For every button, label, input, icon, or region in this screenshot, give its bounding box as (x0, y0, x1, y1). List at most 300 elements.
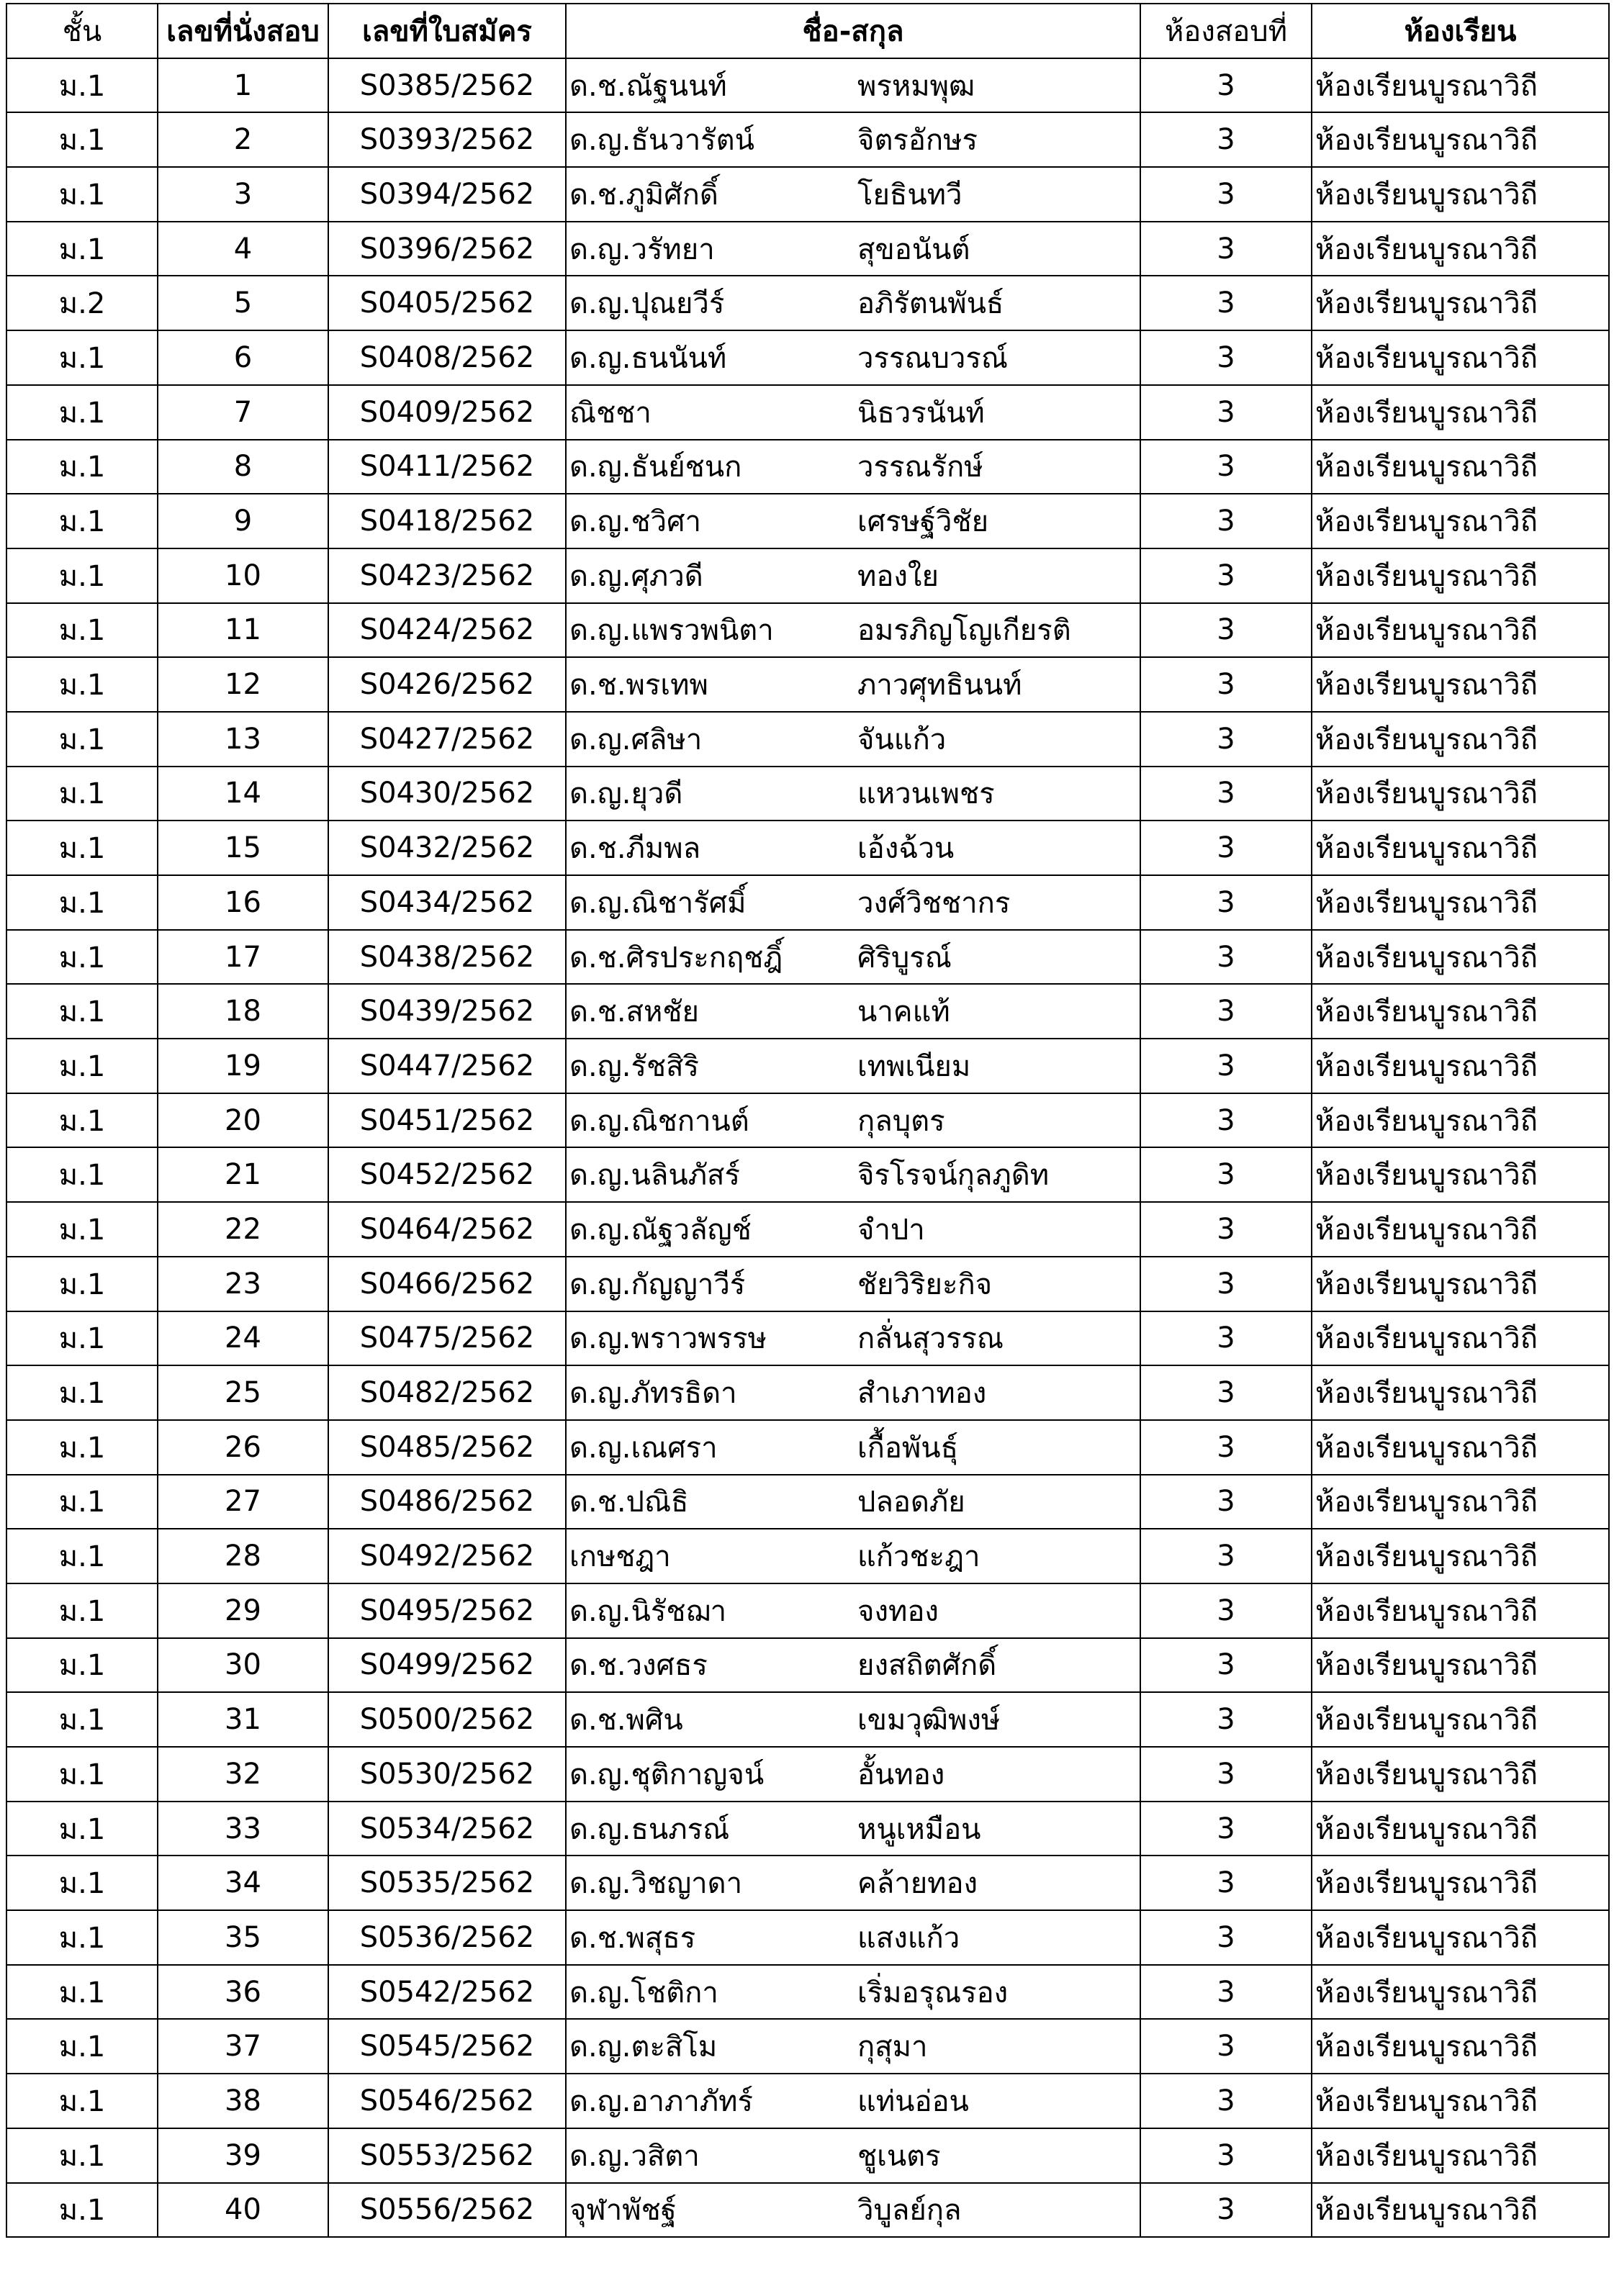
classroom-cell: ห้องเรียนบูรณาวิถี (1312, 1856, 1609, 1910)
level-cell: ม.1 (6, 1692, 158, 1747)
name-cell (566, 821, 1140, 875)
seat-number-cell: 21 (158, 1147, 328, 1202)
seat-number-cell: 26 (158, 1420, 328, 1475)
name-cell (566, 1039, 1140, 1093)
application-number-cell: S0409/2562 (328, 385, 566, 440)
seat-number-cell: 12 (158, 657, 328, 712)
first-name: ด.ช.พศิน (569, 1704, 683, 1737)
application-number-cell: S0408/2562 (328, 330, 566, 385)
last-name: สุขอนันต์ (857, 232, 970, 266)
table-row (6, 1529, 1609, 1583)
seat-number-cell: 23 (158, 1257, 328, 1311)
classroom-cell: ห้องเรียนบูรณาวิถี (1312, 984, 1609, 1039)
classroom-cell: ห้องเรียนบูรณาวิถี (1312, 1802, 1609, 1856)
table-row (6, 440, 1609, 494)
table-row (6, 58, 1609, 113)
last-name: ปลอดภัย (857, 1486, 965, 1519)
name-cell (566, 440, 1140, 494)
classroom-cell: ห้องเรียนบูรณาวิถี (1312, 1475, 1609, 1529)
last-name: กุสุมา (857, 2030, 928, 2064)
seat-number-cell: 3 (158, 167, 328, 222)
last-name: ภาวศุทธินนท์ (857, 669, 1022, 702)
name-cell (566, 1583, 1140, 1638)
first-name: ด.ญ.ชุติกาญจน์ (569, 1758, 765, 1791)
name-cell (566, 1747, 1140, 1802)
classroom-cell: ห้องเรียนบูรณาวิถี (1312, 222, 1609, 276)
classroom-cell: ห้องเรียนบูรณาวิถี (1312, 1202, 1609, 1257)
last-name: พรหมพุฒ (857, 69, 975, 103)
header-level: ชั้น (6, 4, 158, 58)
last-name: กลั่นสุวรรณ (857, 1322, 1004, 1356)
application-number-cell: S0423/2562 (328, 548, 566, 603)
last-name: ศิริบูรณ์ (857, 941, 952, 975)
classroom-cell: ห้องเรียนบูรณาวิถี (1312, 2074, 1609, 2128)
exam-room-cell: 3 (1140, 494, 1312, 548)
level-cell: ม.1 (6, 440, 158, 494)
first-name: ด.ญ.พราวพรรษ (569, 1322, 767, 1356)
table-row (6, 1965, 1609, 2020)
exam-room-cell: 3 (1140, 2183, 1312, 2238)
application-number-cell: S0434/2562 (328, 875, 566, 930)
name-cell (566, 1802, 1140, 1856)
table-row (6, 930, 1609, 985)
first-name: ด.ญ.ธนนันท์ (569, 341, 727, 375)
classroom-cell: ห้องเรียนบูรณาวิถี (1312, 2183, 1609, 2238)
seat-number-cell: 11 (158, 603, 328, 658)
level-cell: ม.1 (6, 1093, 158, 1148)
seat-number-cell: 33 (158, 1802, 328, 1856)
classroom-cell: ห้องเรียนบูรณาวิถี (1312, 712, 1609, 767)
classroom-cell: ห้องเรียนบูรณาวิถี (1312, 657, 1609, 712)
exam-room-cell: 3 (1140, 1257, 1312, 1311)
level-cell: ม.1 (6, 1802, 158, 1856)
name-cell (566, 1420, 1140, 1475)
first-name: ด.ญ.วิชญาดา (569, 1867, 743, 1901)
first-name: ด.ญ.ศลิษา (569, 723, 703, 756)
application-number-cell: S0411/2562 (328, 440, 566, 494)
level-cell: ม.1 (6, 1311, 158, 1366)
exam-room-cell: 3 (1140, 1583, 1312, 1638)
level-cell: ม.1 (6, 712, 158, 767)
table-row (6, 1039, 1609, 1093)
application-number-cell: S0396/2562 (328, 222, 566, 276)
seat-number-cell: 6 (158, 330, 328, 385)
first-name: ด.ญ.ภัทรธิดา (569, 1377, 737, 1411)
level-cell: ม.2 (6, 276, 158, 330)
classroom-cell: ห้องเรียนบูรณาวิถี (1312, 494, 1609, 548)
name-cell (566, 2019, 1140, 2074)
last-name: วรรณรักษ์ (857, 451, 983, 484)
seat-number-cell: 24 (158, 1311, 328, 1366)
name-cell (566, 2074, 1140, 2128)
seat-number-cell: 5 (158, 276, 328, 330)
classroom-cell: ห้องเรียนบูรณาวิถี (1312, 2128, 1609, 2183)
exam-room-cell: 3 (1140, 1420, 1312, 1475)
application-number-cell: S0432/2562 (328, 821, 566, 875)
level-cell: ม.1 (6, 767, 158, 821)
first-name: ด.ญ.กัญญาวีร์ (569, 1267, 746, 1301)
header-application-number: เลขที่ใบสมัคร (328, 4, 566, 58)
name-cell (566, 1910, 1140, 1965)
level-cell: ม.1 (6, 603, 158, 658)
first-name: ด.ช.พสุธร (569, 1921, 696, 1955)
table-row (6, 1910, 1609, 1965)
seat-number-cell: 31 (158, 1692, 328, 1747)
table-row (6, 276, 1609, 330)
application-number-cell: S0556/2562 (328, 2183, 566, 2238)
name-cell (566, 712, 1140, 767)
header-full-name: ชื่อ-สกุล (566, 4, 1140, 58)
seat-number-cell: 35 (158, 1910, 328, 1965)
table-row (6, 1257, 1609, 1311)
last-name: จำปา (857, 1213, 925, 1247)
classroom-cell: ห้องเรียนบูรณาวิถี (1312, 1965, 1609, 2020)
last-name: เศรษฐ์วิชัย (857, 505, 989, 539)
application-number-cell: S0530/2562 (328, 1747, 566, 1802)
classroom-cell: ห้องเรียนบูรณาวิถี (1312, 1747, 1609, 1802)
application-number-cell: S0495/2562 (328, 1583, 566, 1638)
application-number-cell: S0424/2562 (328, 603, 566, 658)
first-name: ด.ช.ศิรประกฤชฎิ์ (569, 941, 783, 975)
classroom-cell: ห้องเรียนบูรณาวิถี (1312, 276, 1609, 330)
last-name: วงศ์วิชชากร (857, 886, 1011, 920)
exam-room-cell: 3 (1140, 1365, 1312, 1420)
exam-room-cell: 3 (1140, 930, 1312, 985)
exam-room-cell: 3 (1140, 2128, 1312, 2183)
last-name: ทองใย (857, 559, 939, 593)
exam-room-cell: 3 (1140, 1638, 1312, 1693)
name-cell (566, 1257, 1140, 1311)
exam-room-cell: 3 (1140, 2074, 1312, 2128)
application-number-cell: S0427/2562 (328, 712, 566, 767)
first-name: ด.ญ.ธันวารัตน์ (569, 124, 754, 158)
first-name: ด.ญ.รัชสิริ (569, 1049, 700, 1083)
first-name: ด.ญ.ปุณยวีร์ (569, 287, 725, 321)
classroom-cell: ห้องเรียนบูรณาวิถี (1312, 1311, 1609, 1366)
first-name: ณิชชา (569, 396, 652, 430)
first-name: ด.ญ.วรัทยา (569, 232, 715, 266)
seat-number-cell: 27 (158, 1475, 328, 1529)
application-number-cell: S0418/2562 (328, 494, 566, 548)
last-name: คล้ายทอง (857, 1867, 978, 1901)
seat-number-cell: 17 (158, 930, 328, 985)
name-cell (566, 112, 1140, 167)
table-row (6, 984, 1609, 1039)
table-row (6, 2019, 1609, 2074)
table-row (6, 875, 1609, 930)
last-name: วิบูลย์กุล (857, 2194, 962, 2228)
classroom-cell: ห้องเรียนบูรณาวิถี (1312, 1420, 1609, 1475)
exam-room-cell: 3 (1140, 1529, 1312, 1583)
seat-number-cell: 28 (158, 1529, 328, 1583)
application-number-cell: S0485/2562 (328, 1420, 566, 1475)
name-cell (566, 167, 1140, 222)
level-cell: ม.1 (6, 2183, 158, 2238)
exam-room-cell: 3 (1140, 222, 1312, 276)
first-name: ด.ญ.โชติกา (569, 1976, 718, 2010)
application-number-cell: S0536/2562 (328, 1910, 566, 1965)
classroom-cell: ห้องเรียนบูรณาวิถี (1312, 385, 1609, 440)
last-name: ยงสถิตศักดิ์ (857, 1649, 997, 1683)
level-cell: ม.1 (6, 1638, 158, 1693)
exam-room-cell: 3 (1140, 112, 1312, 167)
table-row (6, 1638, 1609, 1693)
table-row (6, 2074, 1609, 2128)
seat-number-cell: 40 (158, 2183, 328, 2238)
name-cell (566, 930, 1140, 985)
seat-number-cell: 29 (158, 1583, 328, 1638)
classroom-cell: ห้องเรียนบูรณาวิถี (1312, 603, 1609, 658)
seat-number-cell: 32 (158, 1747, 328, 1802)
seat-number-cell: 1 (158, 58, 328, 113)
exam-room-cell: 3 (1140, 1147, 1312, 1202)
table-row (6, 494, 1609, 548)
application-number-cell: S0393/2562 (328, 112, 566, 167)
name-cell (566, 276, 1140, 330)
first-name: ด.ช.สหชัย (569, 995, 699, 1029)
application-number-cell: S0451/2562 (328, 1093, 566, 1148)
name-cell (566, 1638, 1140, 1693)
table-row (6, 1583, 1609, 1638)
classroom-cell: ห้องเรียนบูรณาวิถี (1312, 1093, 1609, 1148)
seat-number-cell: 18 (158, 984, 328, 1039)
exam-roster-table (6, 3, 1610, 2238)
classroom-cell: ห้องเรียนบูรณาวิถี (1312, 875, 1609, 930)
name-cell (566, 385, 1140, 440)
application-number-cell: S0542/2562 (328, 1965, 566, 2020)
application-number-cell: S0385/2562 (328, 58, 566, 113)
last-name: กุลบุตร (857, 1104, 945, 1138)
classroom-cell: ห้องเรียนบูรณาวิถี (1312, 2019, 1609, 2074)
name-cell (566, 1475, 1140, 1529)
application-number-cell: S0535/2562 (328, 1856, 566, 1910)
application-number-cell: S0405/2562 (328, 276, 566, 330)
last-name: เริ่มอรุณรอง (857, 1976, 1009, 2010)
name-cell (566, 2128, 1140, 2183)
first-name: ด.ญ.ณัฐวลัญช์ (569, 1213, 752, 1247)
application-number-cell: S0447/2562 (328, 1039, 566, 1093)
exam-room-cell: 3 (1140, 167, 1312, 222)
first-name: ด.ญ.เณศรา (569, 1431, 718, 1465)
application-number-cell: S0475/2562 (328, 1311, 566, 1366)
first-name: ด.ญ.ธนภรณ์ (569, 1812, 730, 1846)
level-cell: ม.1 (6, 1365, 158, 1420)
exam-room-cell: 3 (1140, 330, 1312, 385)
seat-number-cell: 34 (158, 1856, 328, 1910)
level-cell: ม.1 (6, 875, 158, 930)
seat-number-cell: 22 (158, 1202, 328, 1257)
last-name: อมรภิญโญเกียรติ (857, 614, 1071, 648)
level-cell: ม.1 (6, 58, 158, 113)
level-cell: ม.1 (6, 385, 158, 440)
exam-room-cell: 3 (1140, 276, 1312, 330)
first-name: ด.ช.ปณิธิ (569, 1486, 689, 1519)
table-row (6, 1475, 1609, 1529)
level-cell: ม.1 (6, 1910, 158, 1965)
table-row (6, 1692, 1609, 1747)
table-row (6, 1420, 1609, 1475)
level-cell: ม.1 (6, 167, 158, 222)
table-row (6, 712, 1609, 767)
name-cell (566, 1311, 1140, 1366)
last-name: โยธินทวี (857, 178, 962, 212)
name-cell (566, 984, 1140, 1039)
table-row (6, 385, 1609, 440)
application-number-cell: S0430/2562 (328, 767, 566, 821)
last-name: อภิรัตนพันธ์ (857, 287, 1004, 321)
seat-number-cell: 25 (158, 1365, 328, 1420)
table-row (6, 2128, 1609, 2183)
seat-number-cell: 37 (158, 2019, 328, 2074)
classroom-cell: ห้องเรียนบูรณาวิถี (1312, 1257, 1609, 1311)
name-cell (566, 1856, 1140, 1910)
exam-room-cell: 3 (1140, 1856, 1312, 1910)
last-name: ชูเนตร (857, 2139, 941, 2173)
first-name: ด.ญ.ณิชกานต์ (569, 1104, 749, 1138)
table-row (6, 112, 1609, 167)
level-cell: ม.1 (6, 1583, 158, 1638)
exam-room-cell: 3 (1140, 603, 1312, 658)
classroom-cell: ห้องเรียนบูรณาวิถี (1312, 440, 1609, 494)
last-name: จันแก้ว (857, 723, 947, 756)
first-name: ด.ญ.ยุวดี (569, 777, 683, 811)
seat-number-cell: 19 (158, 1039, 328, 1093)
name-cell (566, 1202, 1140, 1257)
seat-number-cell: 7 (158, 385, 328, 440)
application-number-cell: S0452/2562 (328, 1147, 566, 1202)
exam-room-cell: 3 (1140, 1202, 1312, 1257)
table-row (6, 1747, 1609, 1802)
seat-number-cell: 14 (158, 767, 328, 821)
application-number-cell: S0394/2562 (328, 167, 566, 222)
last-name: เขมวุฒิพงษ์ (857, 1704, 1001, 1737)
last-name: อั้นทอง (857, 1758, 945, 1791)
name-cell (566, 1965, 1140, 2020)
classroom-cell: ห้องเรียนบูรณาวิถี (1312, 1638, 1609, 1693)
first-name: ด.ญ.ตะสิโม (569, 2030, 718, 2064)
application-number-cell: S0553/2562 (328, 2128, 566, 2183)
first-name: ด.ญ.นลินภัสร์ (569, 1159, 740, 1193)
level-cell: ม.1 (6, 1747, 158, 1802)
last-name: แท่นอ่อน (857, 2084, 969, 2118)
table-row (6, 1202, 1609, 1257)
name-cell (566, 1093, 1140, 1148)
application-number-cell: S0499/2562 (328, 1638, 566, 1693)
exam-room-cell: 3 (1140, 1747, 1312, 1802)
last-name: เอ้งฉ้วน (857, 832, 955, 866)
first-name: ด.ญ.นิรัชฌา (569, 1594, 727, 1628)
header-exam-room: ห้องสอบที่ (1140, 4, 1312, 58)
level-cell: ม.1 (6, 2128, 158, 2183)
classroom-cell: ห้องเรียนบูรณาวิถี (1312, 1147, 1609, 1202)
name-cell (566, 548, 1140, 603)
exam-room-cell: 3 (1140, 548, 1312, 603)
first-name: ด.ญ.ณิชารัศมิ์ (569, 886, 747, 920)
seat-number-cell: 10 (158, 548, 328, 603)
exam-room-cell: 3 (1140, 1910, 1312, 1965)
level-cell: ม.1 (6, 1475, 158, 1529)
first-name: ด.ญ.อาภาภัทร์ (569, 2084, 754, 2118)
table-row (6, 767, 1609, 821)
first-name: ด.ช.ณัฐนนท์ (569, 69, 727, 103)
exam-room-cell: 3 (1140, 385, 1312, 440)
last-name: แหวนเพชร (857, 777, 995, 811)
last-name: นิธวรนันท์ (857, 396, 985, 430)
first-name: ด.ญ.วสิตา (569, 2139, 700, 2173)
seat-number-cell: 38 (158, 2074, 328, 2128)
table-row (6, 1147, 1609, 1202)
level-cell: ม.1 (6, 984, 158, 1039)
table-row (6, 167, 1609, 222)
first-name: จุฬาพัชฐ์ (569, 2194, 677, 2228)
level-cell: ม.1 (6, 1965, 158, 2020)
last-name: นาคแท้ (857, 995, 950, 1029)
exam-room-cell: 3 (1140, 1093, 1312, 1148)
exam-room-cell: 3 (1140, 767, 1312, 821)
first-name: ด.ช.ภูมิศักดิ์ (569, 178, 718, 212)
application-number-cell: S0426/2562 (328, 657, 566, 712)
seat-number-cell: 8 (158, 440, 328, 494)
classroom-cell: ห้องเรียนบูรณาวิถี (1312, 1910, 1609, 1965)
table-row (6, 1093, 1609, 1148)
classroom-cell: ห้องเรียนบูรณาวิถี (1312, 767, 1609, 821)
application-number-cell: S0500/2562 (328, 1692, 566, 1747)
last-name: จงทอง (857, 1594, 939, 1628)
table-row (6, 548, 1609, 603)
first-name: ด.ญ.ศุภวดี (569, 559, 703, 593)
level-cell: ม.1 (6, 1856, 158, 1910)
level-cell: ม.1 (6, 1420, 158, 1475)
last-name: เกื้อพันธุ์ (857, 1431, 959, 1465)
name-cell (566, 875, 1140, 930)
application-number-cell: S0464/2562 (328, 1202, 566, 1257)
exam-room-cell: 3 (1140, 2019, 1312, 2074)
classroom-cell: ห้องเรียนบูรณาวิถี (1312, 167, 1609, 222)
classroom-cell: ห้องเรียนบูรณาวิถี (1312, 548, 1609, 603)
level-cell: ม.1 (6, 2074, 158, 2128)
seat-number-cell: 36 (158, 1965, 328, 2020)
level-cell: ม.1 (6, 1147, 158, 1202)
first-name: ด.ช.วงศธร (569, 1649, 708, 1683)
level-cell: ม.1 (6, 330, 158, 385)
name-cell (566, 222, 1140, 276)
first-name: ด.ญ.แพรวพนิตา (569, 614, 774, 648)
last-name: จิรโรจน์กุลภูดิท (857, 1159, 1050, 1193)
name-cell (566, 1529, 1140, 1583)
table-row (6, 657, 1609, 712)
level-cell: ม.1 (6, 1529, 158, 1583)
classroom-cell: ห้องเรียนบูรณาวิถี (1312, 58, 1609, 113)
name-cell (566, 1692, 1140, 1747)
last-name: แสงแก้ว (857, 1921, 960, 1955)
classroom-cell: ห้องเรียนบูรณาวิถี (1312, 1365, 1609, 1420)
name-cell (566, 494, 1140, 548)
first-name: ด.ช.พรเทพ (569, 669, 708, 702)
exam-room-cell: 3 (1140, 875, 1312, 930)
level-cell: ม.1 (6, 930, 158, 985)
exam-room-cell: 3 (1140, 1039, 1312, 1093)
table-row (6, 603, 1609, 658)
last-name: หนูเหมือน (857, 1812, 981, 1846)
level-cell: ม.1 (6, 1039, 158, 1093)
table-row (6, 1856, 1609, 1910)
classroom-cell: ห้องเรียนบูรณาวิถี (1312, 330, 1609, 385)
level-cell: ม.1 (6, 1257, 158, 1311)
seat-number-cell: 15 (158, 821, 328, 875)
exam-room-cell: 3 (1140, 821, 1312, 875)
level-cell: ม.1 (6, 657, 158, 712)
seat-number-cell: 4 (158, 222, 328, 276)
